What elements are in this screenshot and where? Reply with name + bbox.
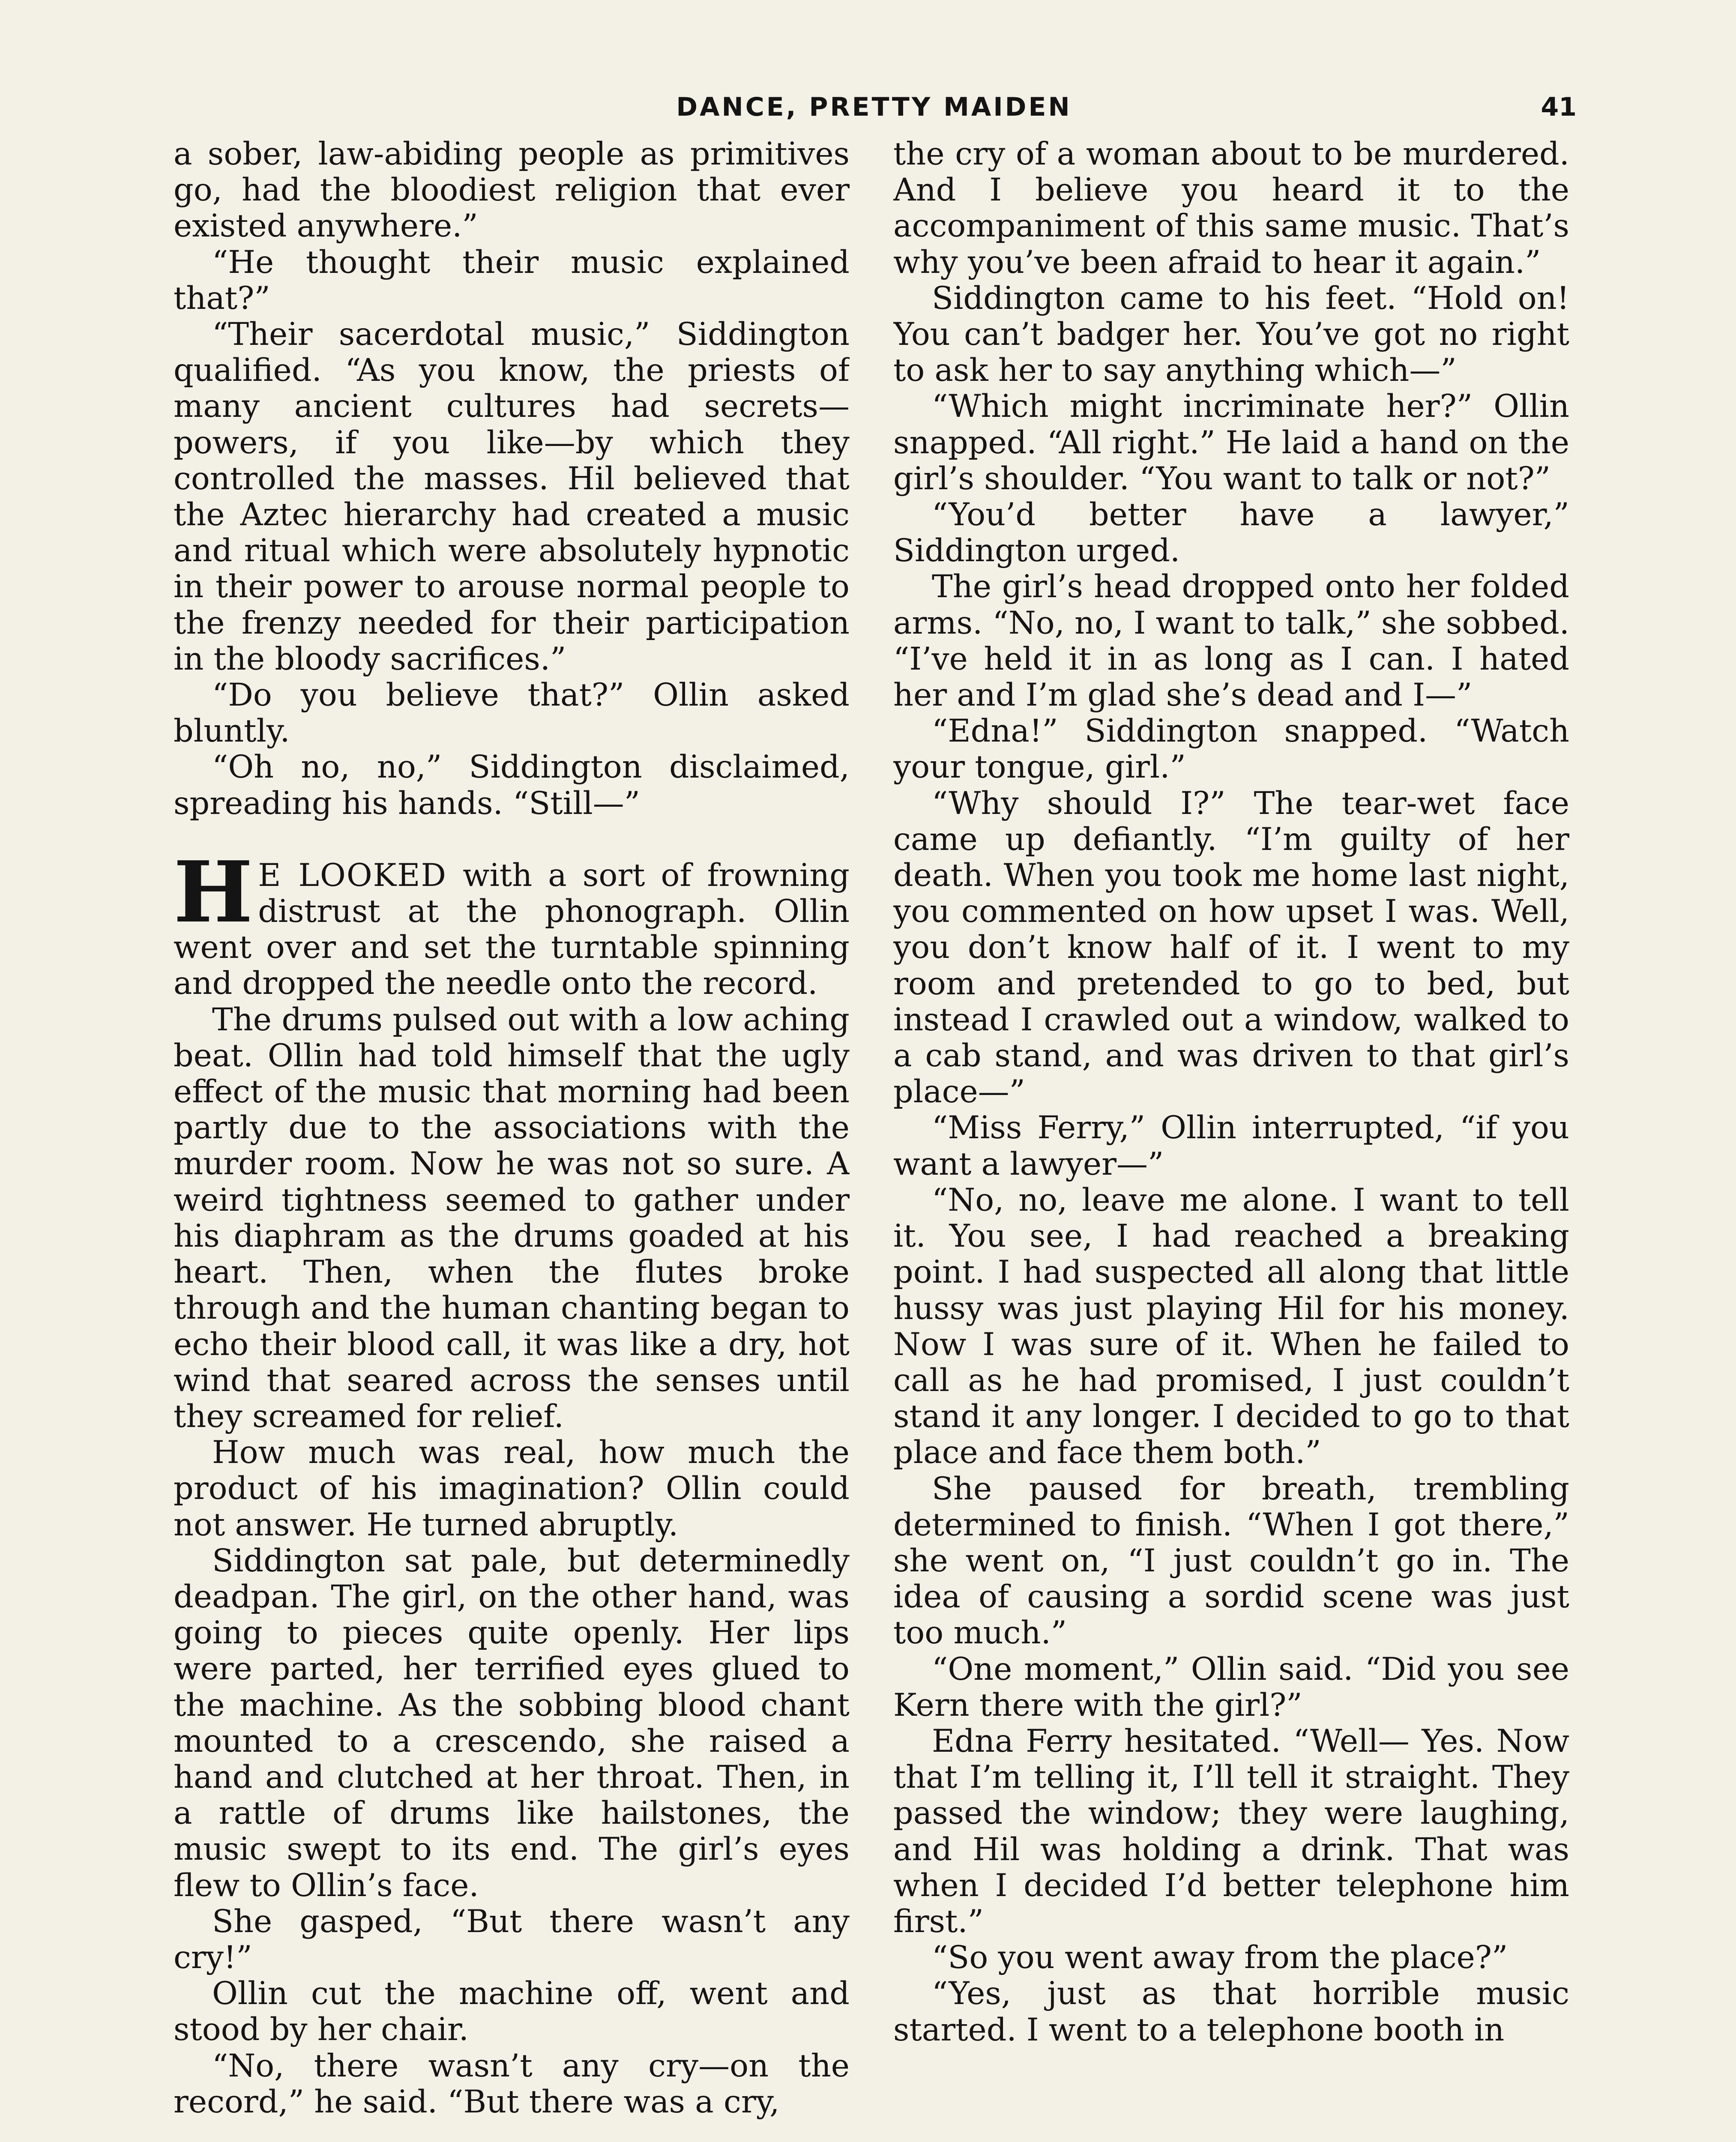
paragraph: The drums pulsed out with a low aching beat. Ollin had told himself that the ugly effect of the music that morning had been partly due to the associations with the murder room. Now he was not so sure. A weird tightness seemed to gather under his diaphram as the drums goaded at his heart. Then, when the flutes broke through and the human chanting began to echo their blood call, it was like a dry, hot wind that seared across the senses until they screamed for relief. — [174, 1001, 850, 1435]
lead-in: E LOOKED — [258, 857, 447, 894]
paragraph: “Edna!” Siddington snapped. “Watch your tongue, girl.” — [893, 713, 1569, 786]
paragraph: the cry of a woman about to be murdered. And I believe you heard it to the accompaniment of this same music. That’s why you’ve been afraid to hear it again.” — [893, 136, 1569, 281]
paragraph: “He thought their music explained that?” — [174, 244, 850, 317]
paragraph: “No, there wasn’t any cry—on the record,” he said. “But there was a cry, — [174, 2047, 850, 2120]
paragraph: “Yes, just as that horrible music started. I went to a telephone booth in — [893, 1975, 1569, 2048]
section-text: with a sort of frowning distrust at the phonograph. Ollin went over and set the turntable spinning and dropped the needle onto the record. — [174, 857, 850, 1002]
drop-cap: H — [174, 843, 253, 942]
paragraph: “So you went away from the place?” — [932, 1939, 1508, 1976]
page-header — [171, 92, 1577, 131]
right-column — [893, 136, 1569, 2142]
paragraph: “Oh no, no,” Siddington disclaimed, spreading his hands. “Still—” — [174, 749, 850, 822]
paragraph: “You’d better have a lawyer,” Siddington urged. — [893, 497, 1569, 569]
paragraph: Siddington came to his feet. “Hold on! You can’t badger her. You’ve got no right to ask her to say anything which—” — [893, 280, 1569, 389]
paragraph: a sober, law-abiding people as primitives go, had the bloodiest religion that ever existed anywhere.” — [174, 136, 850, 245]
paragraph: Edna Ferry hesitated. “Well— Yes. Now that I’m telling it, I’ll tell it straight. They passed the window; they were laughing, and Hil was holding a drink. That was when I decided I’d better telephone him first.” — [893, 1723, 1569, 1940]
paragraph: Siddington sat pale, but determinedly deadpan. The girl, on the other hand, was going to pieces quite openly. Her lips were parted, her terrified eyes glued to the machine. As the sobbing blood chant mounted to a crescendo, she raised a hand and clutched at her throat. Then, in a rattle of drums like hailstones, the music swept to its end. The girl’s eyes flew to Ollin’s face. — [174, 1542, 850, 1904]
paragraph: “No, no, leave me alone. I want to tell it. You see, I had reached a breaking point. I had suspected all along that little hussy was just playing Hil for his money. Now I was sure of it. When he failed to call as he had promised, I just couldn’t stand it any longer. I decided to go to that place and face them both.” — [893, 1182, 1569, 1471]
paragraph: “One moment,” Ollin said. “Did you see Kern there with the girl?” — [893, 1651, 1569, 1723]
section-opening-paragraph — [174, 843, 850, 1002]
paragraph: “Their sacerdotal music,” Siddington qualified. “As you know, the priests of many ancient cultures had secrets—powers, if you like—by which they controlled the masses. Hil believed that the Aztec hierarchy had created a music and ritual which were absolutely hypnotic in their power to arouse normal people to the frenzy needed for their participation in the bloody sacrifices.” — [174, 316, 850, 677]
paragraph: Ollin cut the machine off, went and stood by her chair. — [174, 1975, 850, 2048]
paragraph: How much was real, how much the product of his imagination? Ollin could not answer. He turned abruptly. — [174, 1434, 850, 1543]
page-number: 41 — [1541, 92, 1577, 122]
left-column — [174, 136, 850, 2142]
paragraph: “Why should I?” The tear-wet face came up defiantly. “I’m guilty of her death. When you took me home last night, you commented on how upset I was. Well, you don’t know half of it. I went to my room and pretended to go to bed, but instead I crawled out a window, walked to a cab stand, and was driven to that girl’s place—” — [893, 785, 1569, 1110]
paragraph: “Do you believe that?” Ollin asked bluntly. — [174, 677, 850, 750]
paragraph: She paused for breath, trembling determined to finish. “When I got there,” she went on, “I just couldn’t go in. The idea of causing a sordid scene was just too much.” — [893, 1470, 1569, 1651]
paragraph: “Which might incriminate her?” Ollin snapped. “All right.” He laid a hand on the girl’s shoulder. “You want to talk or not?” — [893, 388, 1569, 497]
paragraph: She gasped, “But there wasn’t any cry!” — [174, 1903, 850, 1976]
paragraph: The girl’s head dropped onto her folded arms. “No, no, I want to talk,” she sobbed. “I’ve held it in as long as I can. I hated her and I’m glad she’s dead and I—” — [893, 568, 1569, 714]
running-title: DANCE, PRETTY MAIDEN — [676, 92, 1072, 122]
paragraph: “Miss Ferry,” Ollin interrupted, “if you want a lawyer—” — [893, 1110, 1569, 1182]
